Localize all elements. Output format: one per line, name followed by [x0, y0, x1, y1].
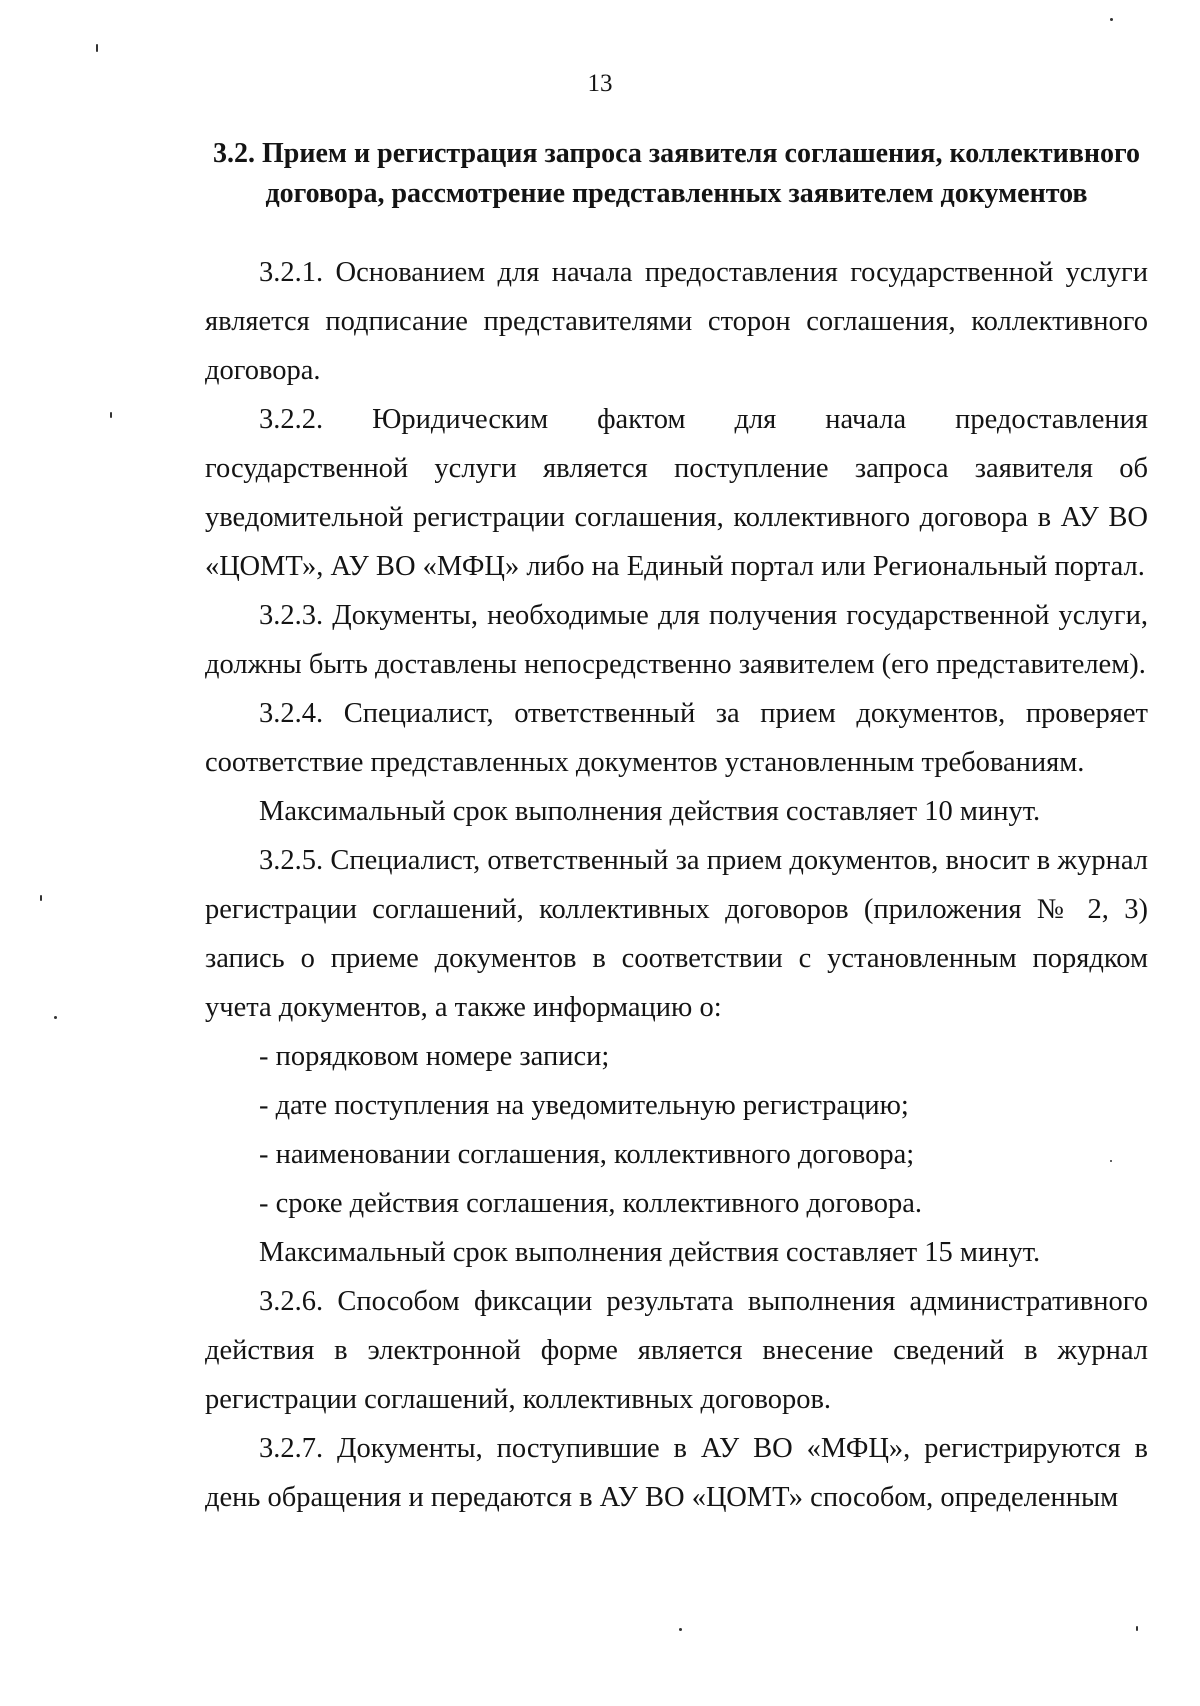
page-number: 13	[587, 70, 613, 97]
paragraph-3-2-4: 3.2.4. Специалист, ответственный за прием документов, проверяет соответствие представленных документов установленным требованиям.	[205, 698, 1148, 778]
scan-speck	[40, 895, 42, 901]
paragraph-3-2-2: 3.2.2. Юридическим фактом для начала предоставления государственной услуги является поступление запроса заявителя об уведомительной регистрации соглашения, коллективного договора в АУ ВО «ЦОМТ», АУ ВО «МФЦ» либо на Единый портал или Региональный портал.	[205, 404, 1148, 582]
paragraph-max-time-10: Максимальный срок выполнения действия составляет 10 минут.	[259, 796, 1041, 827]
paragraph-3-2-3: 3.2.3. Документы, необходимые для получения государственной услуги, должны быть доставлены непосредственно заявителем (его представителем).	[205, 600, 1148, 680]
list-item-record-number: - порядковом номере записи;	[259, 1041, 610, 1072]
paragraph-3-2-7: 3.2.7. Документы, поступившие в АУ ВО «МФЦ», регистрируются в день обращения и передаются в АУ ВО «ЦОМТ» способом, определенным	[205, 1433, 1148, 1513]
scan-speck	[110, 412, 112, 418]
paragraph-3-2-5: 3.2.5. Специалист, ответственный за прием документов, вносит в журнал регистрации соглашений, коллективных договоров (приложения № 2, 3) запись о приеме документов в соответствии с установленным порядком учета документов, а также информацию о:	[205, 845, 1148, 1023]
paragraph-3-2-6: 3.2.6. Способом фиксации результата выполнения административного действия в электронной форме является внесение сведений в журнал регистрации соглашений, коллективных договоров.	[205, 1286, 1148, 1415]
list-item-agreement-term: - сроке действия соглашения, коллективного договора.	[259, 1188, 922, 1219]
document-body	[205, 248, 1148, 1522]
paragraph-3-2-1: 3.2.1. Основанием для начала предоставления государственной услуги является подписание представителями сторон соглашения, коллективного договора.	[205, 257, 1148, 386]
scan-speck	[96, 44, 98, 52]
paragraph-max-time-15: Максимальный срок выполнения действия составляет 15 минут.	[259, 1237, 1041, 1268]
scan-speck	[1136, 1626, 1138, 1631]
list-item-agreement-name: - наименовании соглашения, коллективного договора;	[259, 1139, 915, 1170]
section-heading: 3.2. Прием и регистрация запроса заявителя соглашения, коллективного договора, рассмотрение представленных заявителем документов	[213, 138, 1140, 209]
scan-speck	[1110, 1160, 1112, 1162]
list-item-receipt-date: - дате поступления на уведомительную регистрацию;	[259, 1090, 909, 1121]
scan-speck	[1110, 18, 1113, 21]
scan-speck	[54, 1016, 57, 1019]
scan-speck	[679, 1628, 682, 1631]
